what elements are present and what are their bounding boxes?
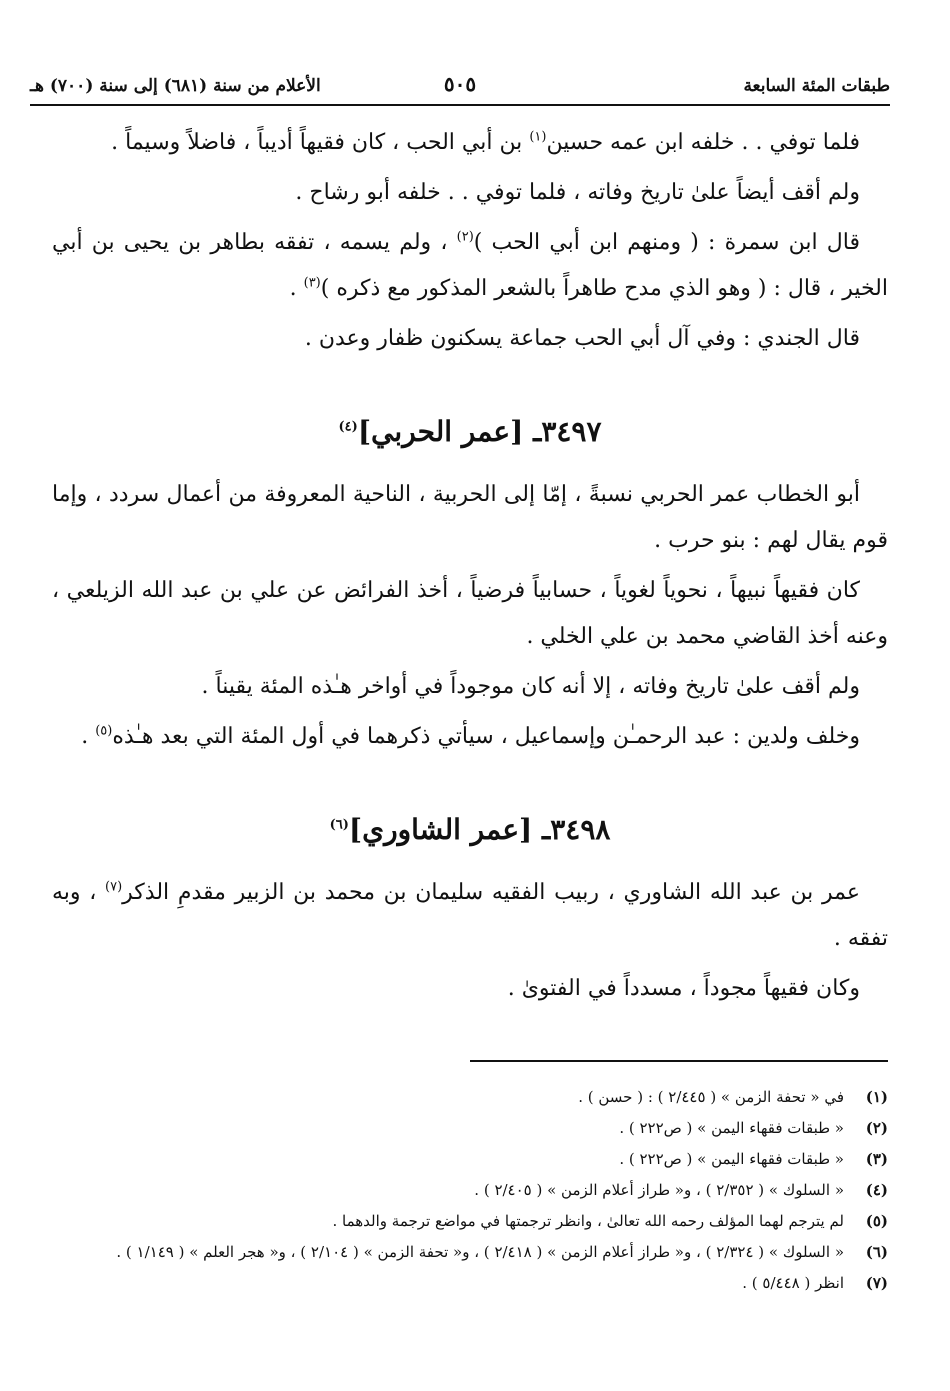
footnote-reference[interactable]: (٧) [105,879,123,895]
footnote-text: « السلوك » ( ٢/٣٥٢ ) ، و« طراز أعلام الزمن » ( ٢/٤٠٥ ) . [474,1181,844,1199]
entry-title: ٣٤٩٨ـ [عمر الشاوري] [348,813,611,846]
paragraph: ولم أقف علىٰ تاريخ وفاته ، إلا أنه كان موجوداً في أواخر هـٰذه المئة يقيناً . [201,674,860,699]
footnote-number: (٤) [865,1181,888,1199]
footnote-divider [470,1060,888,1062]
footnote-number: (٣) [865,1150,888,1168]
paragraph-text: بن أبي الحب ، كان فقيهاً أديباً ، فاضلاً وسيماً . [111,130,530,155]
book-title: الأعلام من سنة (٦٨١) إلى سنة (٧٠٠) هـ [30,76,321,96]
footnote-text: لم يترجم لهما المؤلف رحمه الله تعالىٰ ، وانظر ترجمتها في مواضع ترجمة والدهما . [332,1212,844,1230]
footnote-number: (١) [865,1088,888,1106]
paragraph: ولم أقف أيضاً علىٰ تاريخ وفاته ، فلما توفي . . خلفه أبو رشاح . [295,180,860,205]
paragraph [52,870,888,962]
paragraph-text: ، وبه تفقه . [52,880,888,951]
footnote [52,1206,888,1237]
footnote-text: انظر ( ٥/٤٤٨ ) . [742,1274,844,1292]
footnote [52,1237,888,1268]
paragraph-text: ، ولم يسمه ، تفقه بطاهر بن يحيى بن أبي الخير ، قال : ( وهو الذي مدح طاهراً بالشعر المذكور مع ذكره ) [52,230,888,301]
footnote-reference[interactable]: (٤) [338,419,358,435]
footnote-number: (٧) [865,1274,888,1292]
footnote [52,1113,888,1144]
entry-title: ٣٤٩٧ـ [عمر الحربي] [357,415,602,448]
paragraph: كان فقيهاً نبيهاً ، نحوياً لغوياً ، حسابياً فرضياً ، أخذ الفرائض عن علي بن عبد الله الزيلعي ، وعنه أخذ القاضي محمد بن علي الخلي . [52,578,888,649]
footnote [52,1268,888,1299]
footnote-text: في « تحفة الزمن » ( ٢/٤٤٥ ) : ( حسن ) . [578,1088,844,1106]
paragraph-text: . [81,724,96,749]
footnote-text: « السلوك » ( ٢/٣٢٤ ) ، و« طراز أعلام الزمن » ( ٢/٤١٨ ) ، و« تحفة الزمن » ( ٢/١٠٤ ) ، و« هجر العلم » ( ١/١٤٩ ) . [116,1243,844,1261]
footnote-reference[interactable]: (١) [529,129,547,145]
paragraph [52,714,888,760]
paragraph-text: عمر بن عبد الله الشاوري ، ربيب الفقيه سليمان بن محمد بن الزبير مقدمِ الذكر [122,880,860,905]
footnote [52,1144,888,1175]
footnote [52,1175,888,1206]
page-number: ٥٠٥ [443,72,477,96]
footnote-reference[interactable]: (٣) [303,275,321,291]
paragraph-text: قال ابن سمرة : ( ومنهم ابن أبي الحب ) [473,230,860,255]
footnote-number: (٢) [865,1119,888,1137]
section-title: طبقات المئة السابعة [743,76,890,96]
paragraph [52,120,888,166]
footnote-text: « طبقات فقهاء اليمن » ( ص٢٢٢ ) . [619,1150,844,1168]
footnote-reference[interactable]: (٢) [456,229,474,245]
footnote-reference[interactable]: (٥) [95,723,113,739]
main-text [52,120,888,1016]
footnote-number: (٦) [865,1243,888,1261]
entry-heading [52,402,888,462]
paragraph-text: . [289,276,304,301]
footnote-number: (٥) [865,1212,888,1230]
paragraph: وكان فقيهاً مجوداً ، مسدداً في الفتوىٰ . [507,976,860,1001]
paragraph-text: فلما توفي . . خلفه ابن عمه حسين [546,130,860,155]
entry-heading [52,800,888,860]
paragraph: قال الجندي : وفي آل أبي الحب جماعة يسكنون ظفار وعدن . [304,326,860,351]
footnote [52,1082,888,1113]
footnotes [52,1082,888,1299]
paragraph [52,220,888,312]
running-header [30,70,890,106]
paragraph-text: وخلف ولدين : عبد الرحمـٰن وإسماعيل ، سيأتي ذكرهما في أول المئة التي بعد هـٰذه [112,724,860,749]
footnote-reference[interactable]: (٦) [329,817,349,833]
footnote-text: « طبقات فقهاء اليمن » ( ص٢٢٢ ) . [619,1119,844,1137]
paragraph: أبو الخطاب عمر الحربي نسبةً ، إمّا إلى الحربية ، الناحية المعروفة من أعمال سردد ، وإما قوم يقال لهم : بنو حرب . [52,482,888,553]
